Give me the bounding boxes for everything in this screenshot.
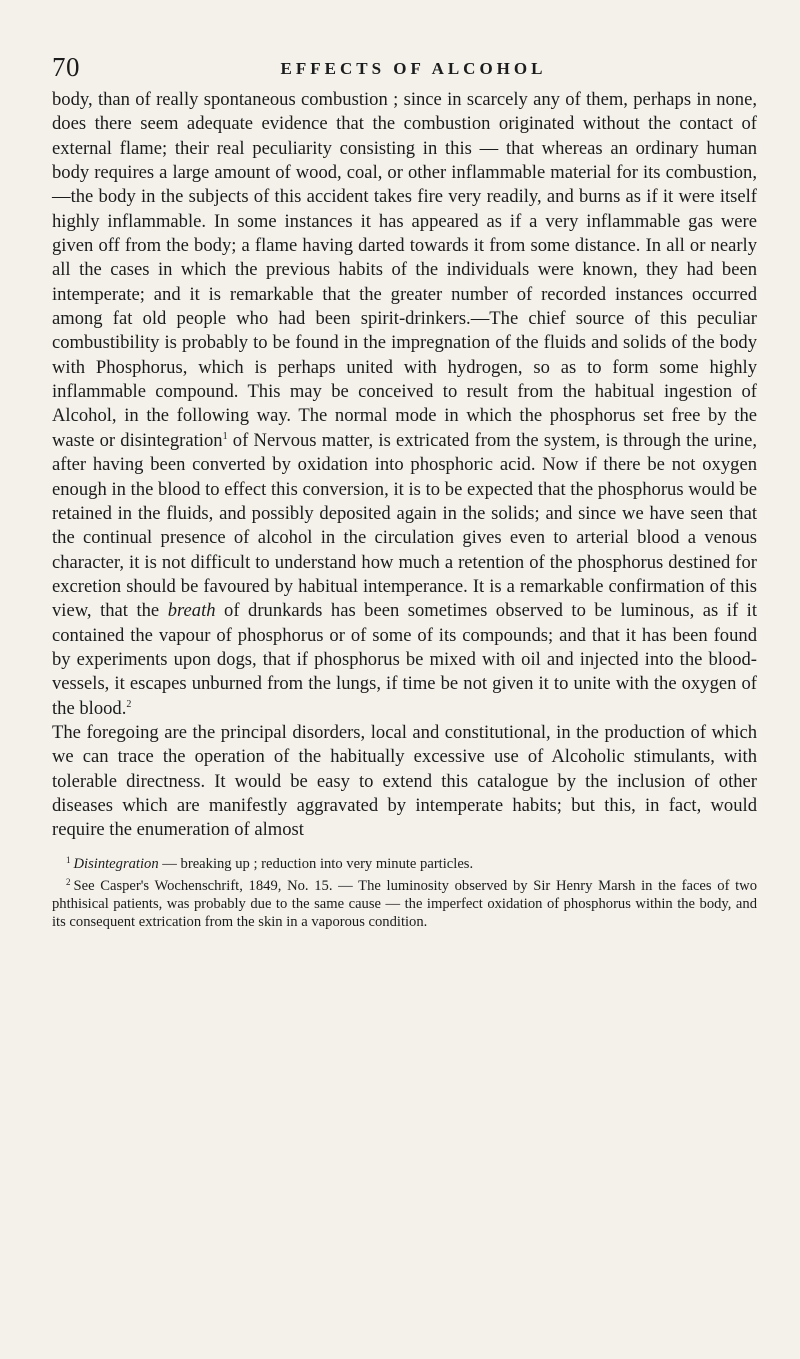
footnote-mark: 2 [66,876,71,887]
footnotes [52,851,757,931]
footnote-text: — breaking up ; reduction into very minute particles. [158,855,474,872]
footnote-text: See Casper's Wochenschrift, 1849, No. 15. — The luminosity observed by Sir Henry Marsh in the faces of two phthisical patients, was probably due to the same cause — the imperfect oxidation of phosphorus within the body, and its consequent extrication from the skin in a vaporous condition. [52,877,757,930]
book-page [52,52,757,931]
paragraph-text: of Nervous matter, is extricated from the system, is through the urine, after having been converted by oxidation into phosphoric acid. Now if there be not oxygen enough in the blood to effect this conversion, it is to be expected that the phosphorus would be retained in the fluids, and possibly deposited again in the solids; and since we have seen that the continual presence of alcohol in the circulation gives even to arterial blood a venous character, it is not difficult to understand how much a retention of the phosphorus destined for excretion should be favoured by habitual intemperance. It is a remarkable confirmation of this view, that the [52,429,757,622]
footnote-mark: 1 [66,854,71,865]
paragraph-combustion [52,88,757,721]
footnote-1 [52,851,757,873]
page-number: 70 [52,52,80,82]
running-title: EFFECTS OF ALCOHOL [280,59,547,78]
body-text [52,88,757,843]
emphasis-breath: breath [167,600,216,622]
footnote-ref-2: 2 [126,698,132,710]
running-head [52,52,757,88]
footnote-term: Disintegration [73,855,159,872]
paragraph-foregoing: The foregoing are the principal disorders, local and constitutional, in the production of which we can trace the operation of the habitually excessive use of Alcoholic stimulants, with tolerable directness. It would be easy to extend this catalogue by the inclusion of other diseases which are manifestly aggravated by intemperate habits; but this, in fact, would require the enumeration of almost [52,721,757,841]
footnote-ref-1: 1 [222,430,228,442]
footnote-2 [52,873,757,931]
paragraph-text: of drunkards has been sometimes observed to be luminous, as if it contained the vapour of phosphorus or of some of its compounds; and that it has been found by experiments upon dogs, that if phosphorus be mixed with oil and injected into the blood-vessels, it escapes unburned from the lungs, if time be not given it to unite with the oxygen of the blood. [52,600,757,719]
paragraph-text: body, than of really spontaneous combustion ; since in scarcely any of them, perhaps in none, does there seem adequate evidence that the combustion originated without the contact of external flame; their real peculiarity consisting in this — that whereas an ordinary human body requires a large amount of wood, coal, or other inflammable material for its combustion,—the body in the subjects of this accident takes fire very readily, and burns as if it were itself highly inflammable. In some instances it has appeared as if a very inflammable gas were given off from the body; a flame having darted towards it from some distance. In all or nearly all the cases in which the previous habits of the individuals were known, they had been intemperate; and it is remarkable that the greater number of recorded instances occurred among fat old people who had been spirit-drinkers.—The chief source of this peculiar combustibility is probably to be found in the impregnation of the fluids and solids of the body with Phosphorus, which is perhaps united with hydrogen, so as to form some highly inflammable compound. This may be conceived to result from the habitual ingestion of Alcohol, in the following way. The normal mode in which the phosphorus set free by the waste or disintegration [52,89,757,451]
